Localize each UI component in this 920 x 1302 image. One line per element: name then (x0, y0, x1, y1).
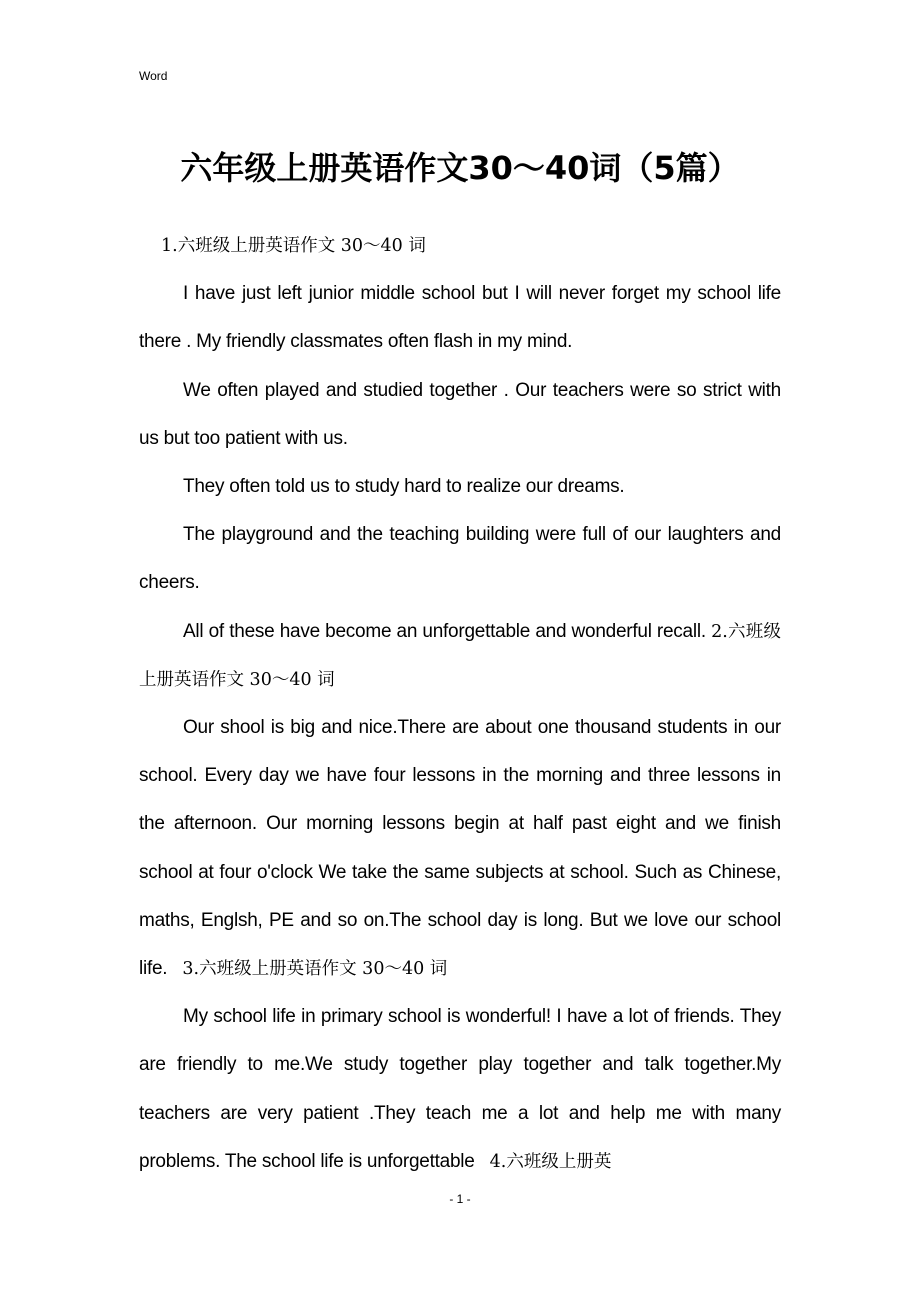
document-body (139, 222, 781, 1186)
section-heading-3: 3.六班级上册英语作文 30～40 词 (182, 959, 448, 980)
essay-1-paragraph-1: I have just left junior middle school but I will never forget my school life there . My friendly classmates often flash in my mind. (139, 283, 781, 353)
essay-3-paragraph (139, 993, 781, 1186)
essay-1-paragraph-5 (139, 608, 781, 704)
document-title: 六年级上册英语作文30～40词（5篇） (180, 149, 740, 187)
section-heading-1 (139, 222, 781, 270)
essay-3-text: My school life in primary school is wonderful! I have a lot of friends. They are friendly to me.We study together play together and talk together.My teachers are very patient .They teach me a lot and help me with many problems. The school life is unforgettable (139, 1006, 781, 1172)
section-heading-4-partial: 4.六班级上册英 (489, 1151, 612, 1172)
essay-1-paragraph-3: They often told us to study hard to realize our dreams. (183, 476, 625, 498)
section-heading-2: 2.六班级上册英语作文 30～40 词 (139, 621, 781, 690)
essay-2-paragraph (139, 704, 781, 993)
essay-1-paragraph-5-text: All of these have become an unforgettable and wonderful recall. (183, 620, 706, 642)
essay-3-spacer (475, 1151, 490, 1172)
essay-1-paragraph-2: We often played and studied together . Our teachers were so strict with us but too patient with us. (139, 379, 781, 449)
page-number: - 1 - (449, 1192, 471, 1206)
essay-2-text: Our shool is big and nice.There are about one thousand students in our school. Every day we have four lessons in the morning and three lessons in the afternoon. Our morning lessons begin at half past eight and we finish school at four o'clock We take the same subjects at school. Such as Chinese, maths, Englsh, PE and so on.The school day is long. But we love our school life. (139, 717, 781, 980)
essay-2-spacer (167, 958, 182, 979)
header-label: Word (139, 69, 168, 83)
section-heading-1-text: 1.六班级上册英语作文 30～40 词 (161, 236, 426, 256)
essay-1-paragraph-4: The playground and the teaching building were full of our laughters and cheers. (139, 524, 781, 594)
